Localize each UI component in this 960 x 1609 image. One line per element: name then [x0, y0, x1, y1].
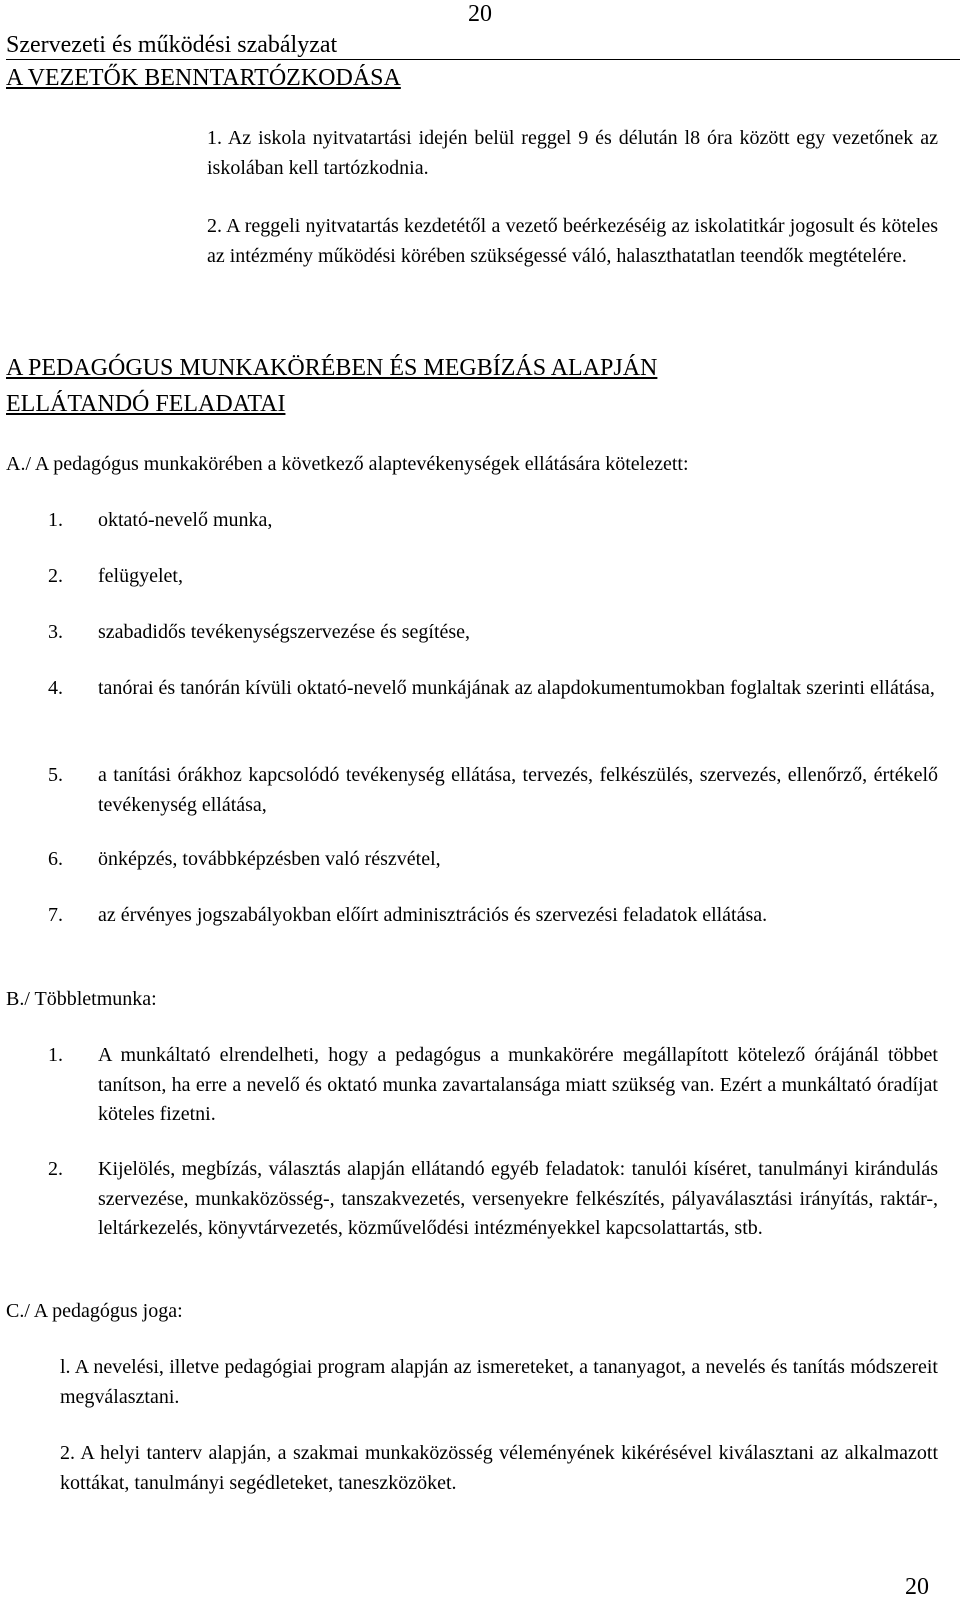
list-item-text: felügyelet,: [98, 565, 183, 587]
list-item-text: a tanítási órákhoz kapcsolódó tevékenység ellátása, tervezés, felkészülés, szervezés, ellenőrző, értékelő tevékenység ellátása,: [98, 764, 938, 816]
list-item-text: szabadidős tevékenységszervezése és segítése,: [98, 621, 471, 643]
list-item: [48, 618, 938, 648]
list-item-text: az érvényes jogszabályokban előírt adminisztrációs és szervezési feladatok ellátása.: [98, 904, 768, 926]
list-item-number: 5.: [48, 764, 63, 786]
list-item-text: A munkáltató elrendelheti, hogy a pedagógus a munkakörére megállapított kötelező órájánál többet tanítson, ha erre a nevelő és oktató munka zavartalansága miatt szükség van. Ezért a munkáltató óradíjat köteles fizetni.: [98, 1044, 938, 1125]
list-item: [48, 506, 938, 536]
list-item-text: önképzés, továbbképzésben való részvétel,: [98, 848, 441, 870]
subsection-heading-a: A./ A pedagógus munkakörében a következő alaptevékenységek ellátására kötelezett:: [6, 453, 689, 475]
list-item-number: 2.: [48, 1158, 63, 1180]
list-item: [48, 761, 938, 820]
section-title-teacher-duties-line2: ELLÁTANDÓ FELADATAI: [6, 391, 286, 417]
list-item-number: 6.: [48, 848, 63, 870]
running-header: Szervezeti és működési szabályzat: [6, 31, 960, 60]
paragraph-rights-2: 2. A helyi tanterv alapján, a szakmai munkaközösség véleményének kikérésével kiválasztani az alkalmazott kottákat, tanulmányi segédleteket, taneszközöket.: [60, 1442, 938, 1494]
section-title-teacher-duties-line1: A PEDAGÓGUS MUNKAKÖRÉBEN ÉS MEGBÍZÁS ALAPJÁN: [6, 355, 658, 381]
list-item-number: 2.: [48, 565, 63, 587]
paragraph-rights-1: l. A nevelési, illetve pedagógiai program alapján az ismereteket, a tananyagot, a nevelés és tanítás módszereit megválasztani.: [60, 1356, 938, 1408]
list-item-number: 4.: [48, 677, 63, 699]
list-item-text: tanórai és tanórán kívüli oktató-nevelő munkájának az alapdokumentumokban foglaltak szerinti ellátása,: [98, 677, 935, 699]
list-item: [48, 901, 938, 931]
list-item-number: 1.: [48, 509, 63, 531]
list-item: [48, 674, 938, 704]
paragraph-presence-1: 1. Az iskola nyitvatartási idején belül reggel 9 és délután l8 óra között egy vezetőnek az iskolában kell tartózkodnia.: [207, 127, 938, 179]
subsection-heading-c: C./ A pedagógus joga:: [6, 1300, 183, 1322]
list-item: [48, 1041, 938, 1130]
list-item-number: 7.: [48, 904, 63, 926]
list-item-number: 1.: [48, 1044, 63, 1066]
page-number-bottom: 20: [905, 1574, 929, 1600]
paragraph-presence-2: 2. A reggeli nyitvatartás kezdetétől a vezető beérkezéséig az iskolatitkár jogosult és köteles az intézmény működési körében szükségessé váló, halaszthatatlan teendők megtételére.: [207, 215, 938, 267]
page-number-top: 20: [468, 1, 492, 27]
list-item: [48, 1155, 938, 1244]
subsection-heading-b: B./ Többletmunka:: [6, 988, 157, 1010]
list-item: [48, 562, 938, 592]
list-item-text: Kijelölés, megbízás, választás alapján ellátandó egyéb feladatok: tanulói kíséret, tanulmányi kirándulás szervezése, munkaközösség-, tanszakvezetés, versenyekre felkészítés, pályaválasztási irányítás, raktár-, leltárkezelés, könyvtárvezetés, közművelődési intézményekkel kapcsolattartás, stb.: [98, 1158, 938, 1239]
list-item-text: oktató-nevelő munka,: [98, 509, 273, 531]
section-title-leaders-presence: A VEZETŐK BENNTARTÓZKODÁSA: [6, 65, 401, 91]
list-item-number: 3.: [48, 621, 63, 643]
list-item: [48, 845, 938, 875]
